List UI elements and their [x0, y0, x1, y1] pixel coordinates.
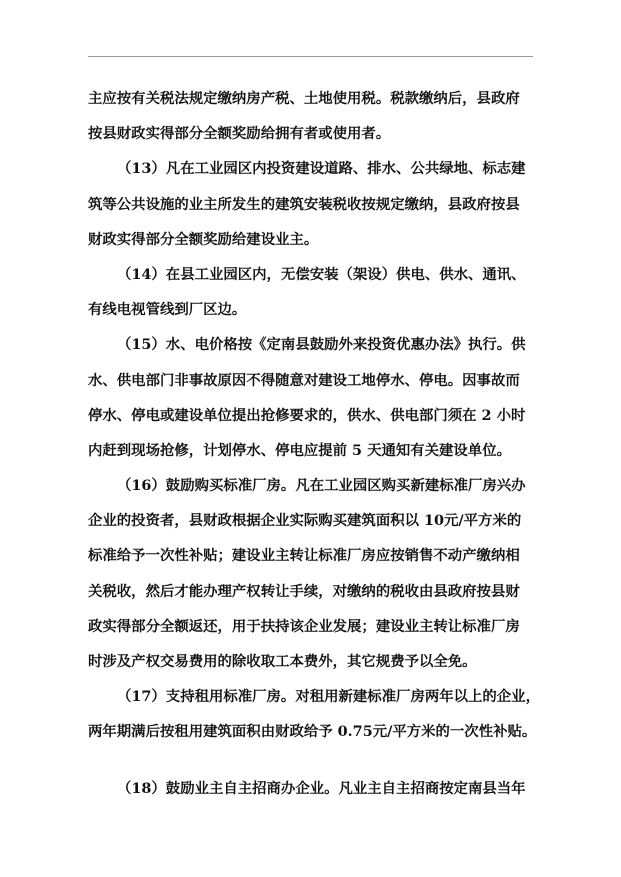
clause-17-line-1: （17）支持租用标准厂房。对租用新建标准厂房两年以上的企业，: [117, 688, 540, 706]
text-line-1: 主应按有关税法规定缴纳房产税、土地使用税。税款缴纳后，县政府: [88, 90, 520, 107]
clause-14-line-1: （14）在县工业园区内，无偿安装（架设）供电、供水、通讯、: [117, 265, 526, 283]
document-body: [88, 89, 538, 814]
clause-16-line-2: 企业的投资者，县财政根据企业实际购买建筑面积以 10元/平方米的: [88, 512, 522, 530]
clause-17-line-2: 两年期满后按租用建筑面积由财政给予 0.75元/平方米的一次性补贴。: [88, 723, 537, 741]
clause-14-line-2: 有线电视管线到厂区边。: [88, 301, 247, 319]
clause-16-line-5: 政实得部分全额返还，用于扶持该企业发展；建设业主转让标准厂房: [88, 617, 520, 635]
clause-16-line-4: 关税收，然后才能办理产权转让手续，对缴纳的税收由县政府按县财: [88, 582, 520, 600]
clause-13-line-2: 筑等公共设施的业主所发生的建筑安装税收按规定缴纳，县政府按县: [88, 195, 520, 213]
clause-15-line-4: 内赶到现场抢修，计划停水、停电应提前 5 天通知有关建设单位。: [88, 441, 511, 459]
clause-15-line-2: 水、供电部门非事故原因不得随意对建设工地停水、停电。因事故而: [88, 371, 520, 389]
clause-13-line-1: （13）凡在工业园区内投资建设道路、排水、公共绿地、标志建: [117, 160, 526, 178]
clause-15-line-3: 停水、停电或建设单位提出抢修要求的，供水、供电部门须在 2 小时: [88, 406, 526, 424]
clause-16-line-6: 时涉及产权交易费用的除收取工本费外，其它规费予以全免。: [88, 653, 477, 670]
clause-15-line-1: （15）水、电价格按《定南县鼓励外来投资优惠办法》执行。供: [117, 336, 526, 354]
header-rule: [88, 56, 533, 57]
paragraph-gap: [88, 758, 538, 779]
clause-13-line-3: 财政实得部分全额奖励给建设业主。: [88, 230, 319, 248]
clause-16-line-3: 标准给予一次性补贴；建设业主转让标准厂房应按销售不动产缴纳相: [88, 547, 520, 565]
text-line-2: 按县财政实得部分全额奖励给拥有者或使用者。: [88, 125, 391, 143]
clause-16-line-1: （16）鼓励购买标准厂房。凡在工业园区购买新建标准厂房兴办: [117, 477, 526, 495]
clause-18-line-1: （18）鼓励业主自主招商办企业。凡业主自主招商按定南县当年: [117, 779, 526, 797]
